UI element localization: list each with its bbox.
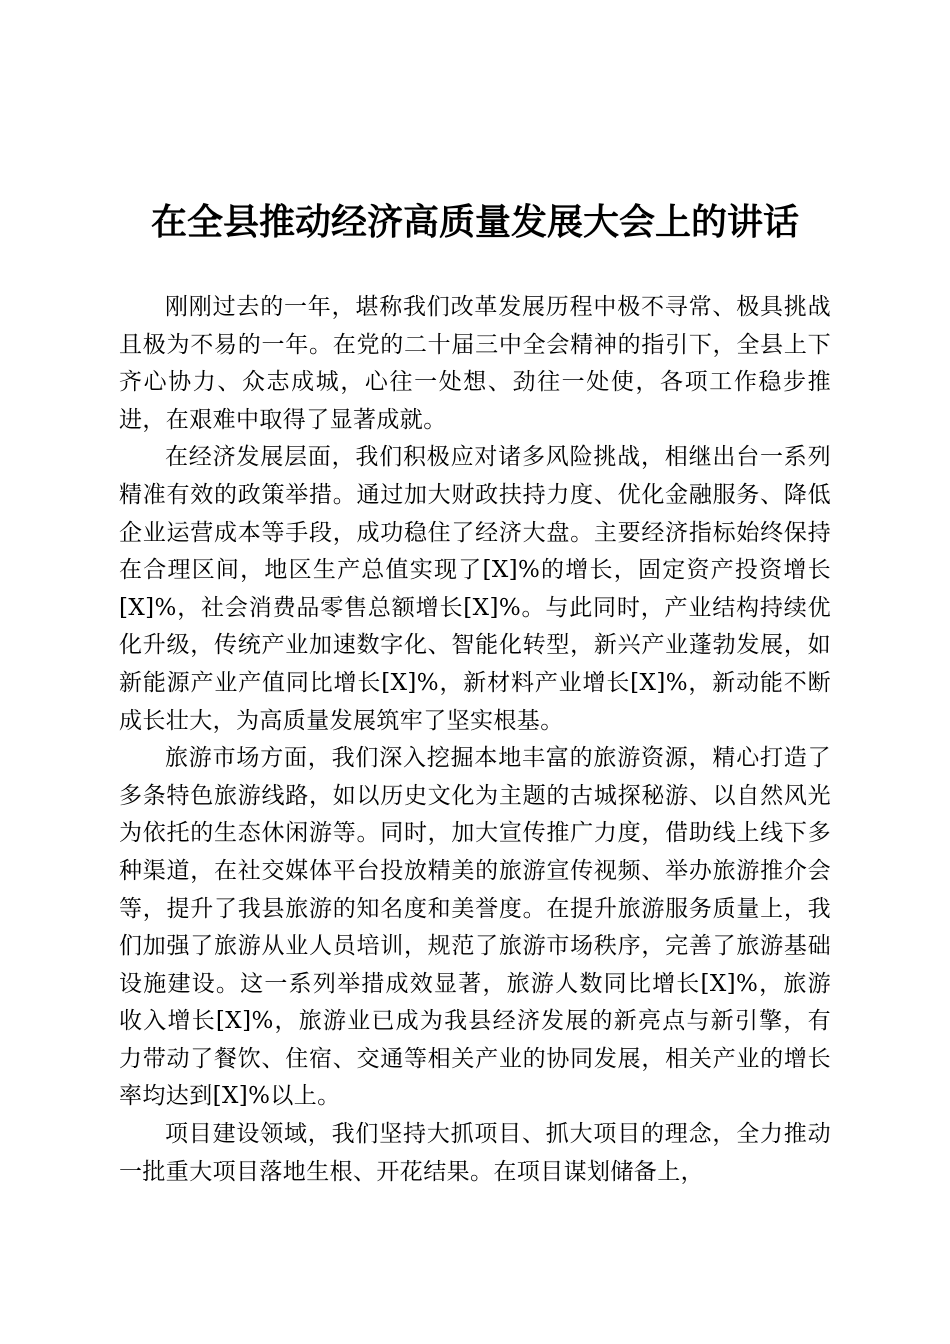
paragraph-projects: 项目建设领域，我们坚持大抓项目、抓大项目的理念，全力推动一批重大项目落地生根、开花结果。在项目谋划储备上， (119, 1121, 831, 1185)
paragraph-tourism: 旅游市场方面，我们深入挖掘本地丰富的旅游资源，精心打造了多条特色旅游线路，如以历史文化为主题的古城探秘游、以自然风光为依托的生态休闲游等。同时，加大宣传推广力度，借助线上线下多种渠道，在社交媒体平台投放精美的旅游宣传视频、举办旅游推介会等，提升了我县旅游的知名度和美誉度。在提升旅游服务质量上，我们加强了旅游从业人员培训，规范了旅游市场秩序，完善了旅游基础设施建设。这一系列举措成效显著，旅游人数同比增长[X]%，旅游收入增长[X]%，旅游业已成为我县经济发展的新亮点与新引擎，有力带动了餐饮、住宿、交通等相关产业的协同发展，相关产业的增长率均达到[X]%以上。 (119, 745, 831, 1110)
document-body (119, 289, 831, 1191)
document-title: 在全县推动经济高质量发展大会上的讲话 (150, 201, 799, 243)
paragraph-economy: 在经济发展层面，我们积极应对诸多风险挑战，相继出台一系列精准有效的政策举措。通过加大财政扶持力度、优化金融服务、降低企业运营成本等手段，成功稳住了经济大盘。主要经济指标始终保持在合理区间，地区生产总值实现了[X]%的增长，固定资产投资增长[X]%，社会消费品零售总额增长[X]%。与此同时，产业结构持续优化升级，传统产业加速数字化、智能化转型，新兴产业蓬勃发展，如新能源产业产值同比增长[X]%，新材料产业增长[X]%，新动能不断成长壮大，为高质量发展筑牢了坚实根基。 (119, 444, 831, 734)
paragraph-year-review: 刚刚过去的一年，堪称我们改革发展历程中极不寻常、极具挑战且极为不易的一年。在党的二十届三中全会精神的指引下，全县上下齐心协力、众志成城，心往一处想、劲往一处使，各项工作稳步推进，在艰难中取得了显著成就。 (119, 294, 831, 433)
